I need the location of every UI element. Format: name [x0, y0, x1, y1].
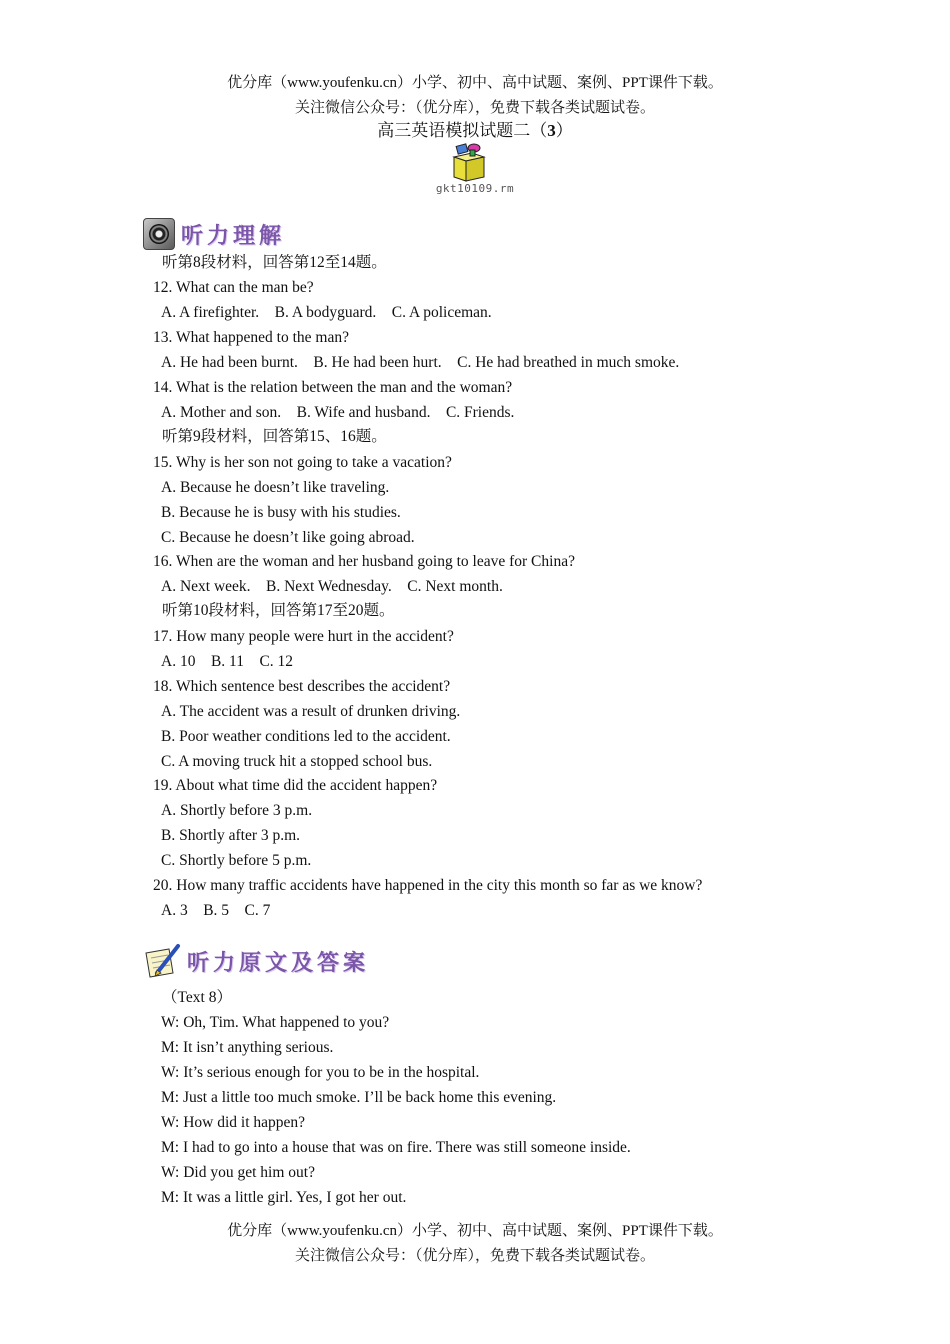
options-17: A. 10 B. 11 C. 12 — [161, 653, 294, 670]
transcript-line: W: It’s serious enough for you to be in the hospital. — [161, 1064, 480, 1081]
question-12: 12. What can the man be? — [153, 279, 314, 296]
question-14: 14. What is the relation between the man and the woman? — [153, 379, 513, 396]
section-heading-text-2: 听力原文及答案 — [187, 950, 370, 976]
pen-paper-icon — [143, 943, 181, 979]
transcript-line: M: It isn’t anything serious. — [161, 1039, 334, 1056]
transcript-label: （Text 8） — [162, 989, 232, 1006]
options-14: A. Mother and son. B. Wife and husband. C. Friends. — [161, 404, 515, 421]
page-title — [0, 121, 950, 141]
gift-box-icon — [450, 143, 488, 183]
question-18: 18. Which sentence best describes the accident? — [153, 678, 451, 695]
header-line-1: 优分库（www.youfenku.cn）小学、初中、高中试题、案例、PPT课件下载。 — [227, 75, 723, 91]
speaker-icon — [143, 218, 175, 250]
option-18-a: A. The accident was a result of drunken driving. — [161, 703, 461, 720]
header-line-2: 关注微信公众号：（优分库），免费下载各类试题试卷。 — [294, 100, 655, 116]
option-15-a: A. Because he doesn’t like traveling. — [161, 479, 390, 496]
question-19: 19. About what time did the accident happen? — [153, 777, 438, 794]
options-16: A. Next week. B. Next Wednesday. C. Next month. — [161, 578, 503, 595]
section-heading-transcript — [143, 943, 369, 979]
question-16: 16. When are the woman and her husband going to leave for China? — [153, 553, 575, 570]
section-heading-text: 听力理解 — [181, 223, 286, 249]
option-15-c: C. Because he doesn’t like going abroad. — [161, 529, 415, 546]
instruction-8: 听第8段材料，回答第12至14题。 — [162, 254, 387, 271]
option-18-c: C. A moving truck hit a stopped school bus. — [161, 753, 433, 770]
transcript-line: M: It was a little girl. Yes, I got her out. — [161, 1189, 407, 1206]
option-18-b: B. Poor weather conditions led to the accident. — [161, 728, 451, 745]
option-19-a: A. Shortly before 3 p.m. — [161, 802, 313, 819]
option-19-b: B. Shortly after 3 p.m. — [161, 827, 301, 844]
question-13: 13. What happened to the man? — [153, 329, 349, 346]
footer-line-2: 关注微信公众号：（优分库），免费下载各类试题试卷。 — [294, 1248, 655, 1264]
options-20: A. 3 B. 5 C. 7 — [161, 902, 271, 919]
transcript-line: W: Did you get him out? — [161, 1164, 315, 1181]
transcript-line: W: Oh, Tim. What happened to you? — [161, 1014, 390, 1031]
title-number: 3 — [547, 121, 556, 140]
instruction-9: 听第9段材料，回答第15、16题。 — [162, 428, 387, 445]
instruction-10: 听第10段材料，回答第17至20题。 — [162, 602, 395, 619]
option-15-b: B. Because he is busy with his studies. — [161, 504, 401, 521]
title-close: ） — [555, 121, 573, 140]
options-12: A. A firefighter. B. A bodyguard. C. A policeman. — [161, 304, 492, 321]
question-20: 20. How many traffic accidents have happened in the city this month so far as we know? — [153, 877, 703, 894]
section-heading-listening — [143, 218, 285, 250]
transcript-line: M: I had to go into a house that was on fire. There was still someone inside. — [161, 1139, 631, 1156]
question-17: 17. How many people were hurt in the accident? — [153, 628, 454, 645]
option-19-c: C. Shortly before 5 p.m. — [161, 852, 312, 869]
transcript-line: W: How did it happen? — [161, 1114, 306, 1131]
options-13: A. He had been burnt. B. He had been hurt. C. He had breathed in much smoke. — [161, 354, 680, 371]
logo-caption: gkt10109.rm — [435, 182, 515, 195]
title-text: 高三英语模拟试题二（ — [377, 121, 548, 140]
footer-line-1: 优分库（www.youfenku.cn）小学、初中、高中试题、案例、PPT课件下载。 — [227, 1223, 723, 1239]
transcript-line: M: Just a little too much smoke. I’ll be back home this evening. — [161, 1089, 557, 1106]
question-15: 15. Why is her son not going to take a vacation? — [153, 454, 452, 471]
